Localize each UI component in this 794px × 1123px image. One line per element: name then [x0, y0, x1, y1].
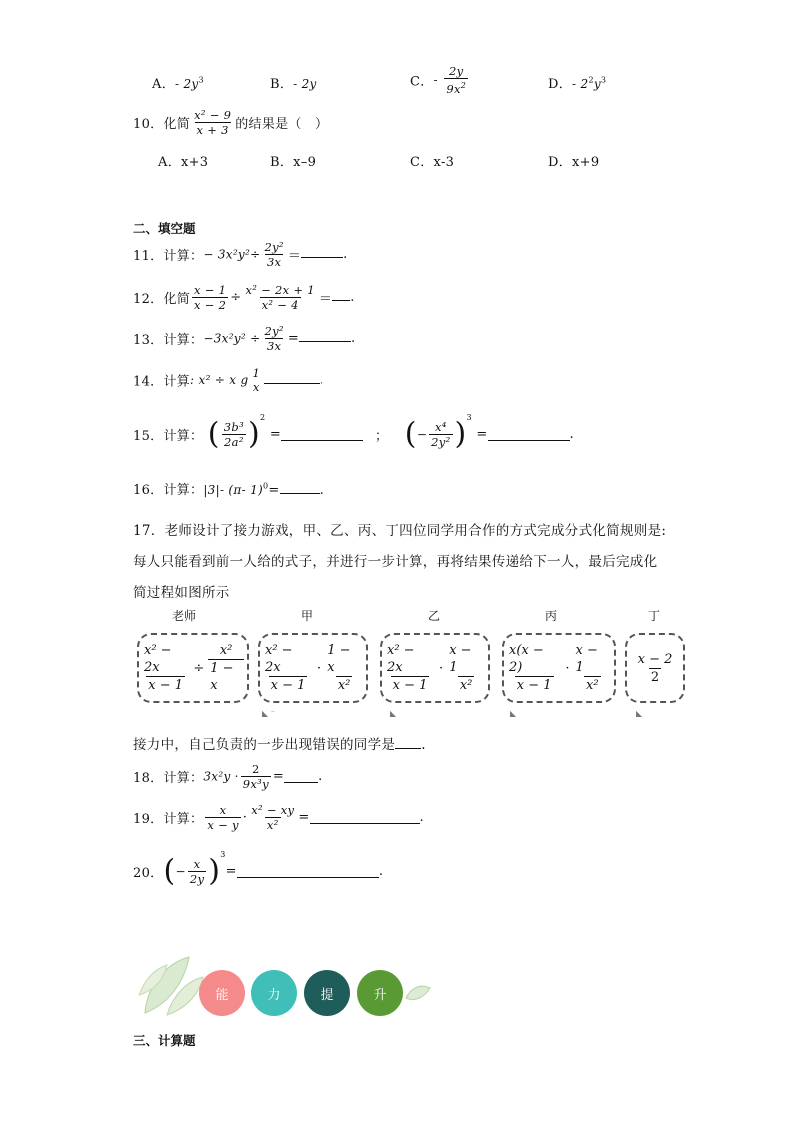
q17-answer-blank[interactable] [395, 736, 421, 749]
q9-option-b: B．- 2y [270, 77, 317, 92]
relay-name-ding: 丁 [648, 609, 661, 623]
relay-box-teacher: $\frac{\text{x² − 2x}}{x - 1}$ ÷ $\frac{\text{x²}}{1 - x}$ [137, 633, 249, 703]
q18: 18．计算：3x²y · $\frac{2}{\text{9x³y}}$ = . [133, 762, 323, 791]
q9-option-c: C．- $\frac{2y}{9x^2}$ [410, 64, 467, 96]
q10-option-c: C．x-3 [410, 155, 455, 170]
relay-name-bing: 丙 [545, 609, 558, 623]
q17-question: 接力中，自己负责的一步出现错误的同学是 . [133, 737, 426, 753]
banner-circle-1: 能 [199, 970, 245, 1016]
q13: 13．计算：−3x²y² ÷ $\frac{\text{2y²}}{3x}$ = . [133, 324, 356, 353]
banner-circle-2: 力 [251, 970, 297, 1016]
relay-name-teacher: 老师 [172, 609, 197, 623]
relay-box-jia: x² − 2x x − 1 · 1 − x x² [258, 633, 368, 703]
q20-answer-blank[interactable] [237, 865, 379, 878]
leaf-decoration-icon [137, 955, 207, 1017]
q15-answer-blank-2[interactable] [488, 428, 570, 441]
q12-answer-blank[interactable] [332, 288, 350, 301]
relay-arrow-icon: ◣ ⁻ [262, 709, 275, 718]
relay-name-yi: 乙 [428, 609, 441, 623]
relay-box-ding: x − 2 2 [625, 633, 685, 703]
banner-circle-4: 升 [357, 970, 403, 1016]
banner-circle-3: 提 [304, 970, 350, 1016]
q10-stem: 10．化简 $\frac{\text{x² − 9}}{x + 3}$ 的结果是（ ） [133, 108, 329, 137]
q15: 15．计算： ( $\frac{\text{3b³}}{\text{2a²}}$ )$^2$ = ； (− $\frac{\text{x⁴}}{\text{2y²}}$ )$^3$ = . [133, 413, 574, 452]
q13-answer-blank[interactable] [299, 329, 351, 342]
q18-answer-blank[interactable] [284, 770, 318, 783]
q10-option-b: B．x–9 [270, 155, 317, 170]
q11: 11．计算：− 3x²y²÷ $\frac{\text{2y²}}{3x}$ ＝ . [133, 240, 348, 269]
relay-arrow-icon: ◣ [510, 709, 517, 718]
q17-stem: 17．老师设计了接力游戏，甲、乙、丙、丁四位同学用合作的方式完成分式化简规则是: 每人只能看到前一人给的式子，并进行一步计算，再将结果传递给下一人，最后完成化 简过程如图所示 [133, 523, 667, 601]
section-title-fill-in: 二、填空题 [133, 221, 196, 236]
relay-box-bing: x(x − 2) x − 1 · x − 1 x² [502, 633, 616, 703]
q20: 20．(− $\frac{x}{2y}$ )$^3$= . [133, 850, 384, 889]
q15-answer-blank-1[interactable] [281, 428, 363, 441]
section-title-calculation: 三、计算题 [133, 1033, 196, 1048]
relay-arrow-icon: ◣ [390, 709, 397, 718]
q10-option-d: D．x+9 [548, 155, 600, 170]
q19: 19．计算： $\frac{x}{x - y}$ · $\frac{\text{x² − xy}}{\text{x²}}$ = . [133, 803, 424, 832]
q12: 12．化简 $\frac{x - 1}{x - 2}$ ÷ $\frac{\text{x² − 2x + 1}}{\text{x² − 4}}$ ＝ . [133, 283, 355, 312]
q9-option-a: A．- $2y^3$ [152, 75, 204, 92]
q9-option-d: D．- $2^2y^3$ [548, 75, 607, 92]
small-leaf-icon [404, 982, 432, 1004]
q14-answer-blank[interactable] [264, 371, 320, 384]
relay-name-jia: 甲 [301, 609, 314, 623]
relay-box-yi: x² − 2x x − 1 · x − 1 x² [380, 633, 490, 703]
q19-answer-blank[interactable] [310, 811, 420, 824]
relay-arrow-icon: ◣ [636, 709, 643, 718]
q14: 14．计算: x² ÷ x g 1 x . [133, 366, 324, 394]
q16-answer-blank[interactable] [280, 481, 320, 494]
q16: 16．计算：|3|- (π- 1)$^0$= . [133, 481, 325, 498]
q11-answer-blank[interactable] [301, 245, 343, 258]
q10-option-a: A．x+3 [158, 155, 209, 170]
